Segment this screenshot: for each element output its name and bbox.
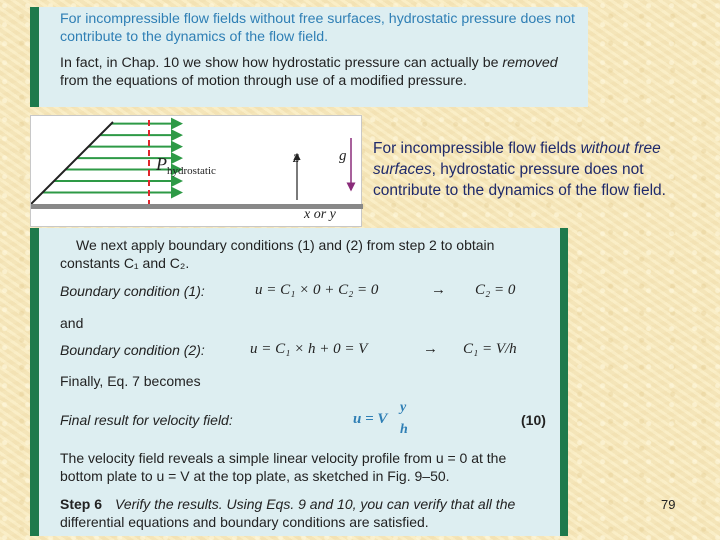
modified-pressure-note: In fact, in Chap. 10 we show how hydrostatic pressure can actually be removed from the equations of motion through use of a modified pressure. (60, 55, 558, 89)
final-fraction-denominator: h (400, 422, 408, 437)
textbook-excerpt-top (30, 7, 588, 107)
and-text: and (60, 315, 84, 331)
highlight-statement: For incompressible flow fields without free surfaces, hydrostatic pressure does not contribute to the dynamics of the flow field. (60, 11, 575, 45)
intro-line-2: constants C₁ and C₂. (60, 255, 190, 271)
z-label: z (293, 149, 300, 166)
step-6-line-2: differential equations and boundary conditions are satisfied. (60, 514, 429, 530)
final-fraction-numerator: y (400, 400, 407, 415)
reveal-line-1: The velocity field reveals a simple linear velocity profile from u = 0 at the (60, 450, 507, 466)
bc1-result: C₂ = 0 (475, 282, 516, 298)
bc1-label: Boundary condition (1): (60, 283, 205, 299)
page-number: 79 (661, 497, 676, 512)
bc1-arrow: → (431, 282, 446, 298)
step-6-line-1: Step 6 Verify the results. Using Eqs. 9 and 10, you can verify that all the (60, 496, 516, 512)
reveal-line-2: bottom plate to u = V at the top plate, as sketched in Fig. 9–50. (60, 468, 450, 484)
bc2-label: Boundary condition (2): (60, 342, 205, 358)
bc2-equation: u = C₁ × h + 0 = V (250, 341, 368, 357)
final-equation: u = V (353, 411, 388, 427)
bc1-equation: u = C₁ × 0 + C₂ = 0 (255, 282, 379, 298)
textbook-excerpt-bottom (30, 228, 568, 536)
x-or-y-label: x or y (304, 207, 336, 222)
bc2-arrow: → (423, 341, 438, 357)
bc2-result: C₁ = V/h (463, 341, 517, 357)
final-result-label: Final result for velocity field: (60, 412, 233, 428)
step-6-label: Step 6 (60, 496, 103, 512)
p-hydrostatic-label: $P_{hydrostatic}$ (156, 154, 216, 177)
hydrostatic-pressure-diagram (30, 115, 362, 227)
intro-line-1: We next apply boundary conditions (1) and (2) from step 2 to obtain (76, 237, 495, 253)
slide-caption: For incompressible flow fields without free surfaces, hydrostatic pressure does not contribute to the dynamics of the flow field. (373, 140, 666, 199)
g-label: g (339, 148, 347, 164)
equation-number: (10) (521, 412, 546, 428)
finally-text: Finally, Eq. 7 becomes (60, 373, 201, 389)
